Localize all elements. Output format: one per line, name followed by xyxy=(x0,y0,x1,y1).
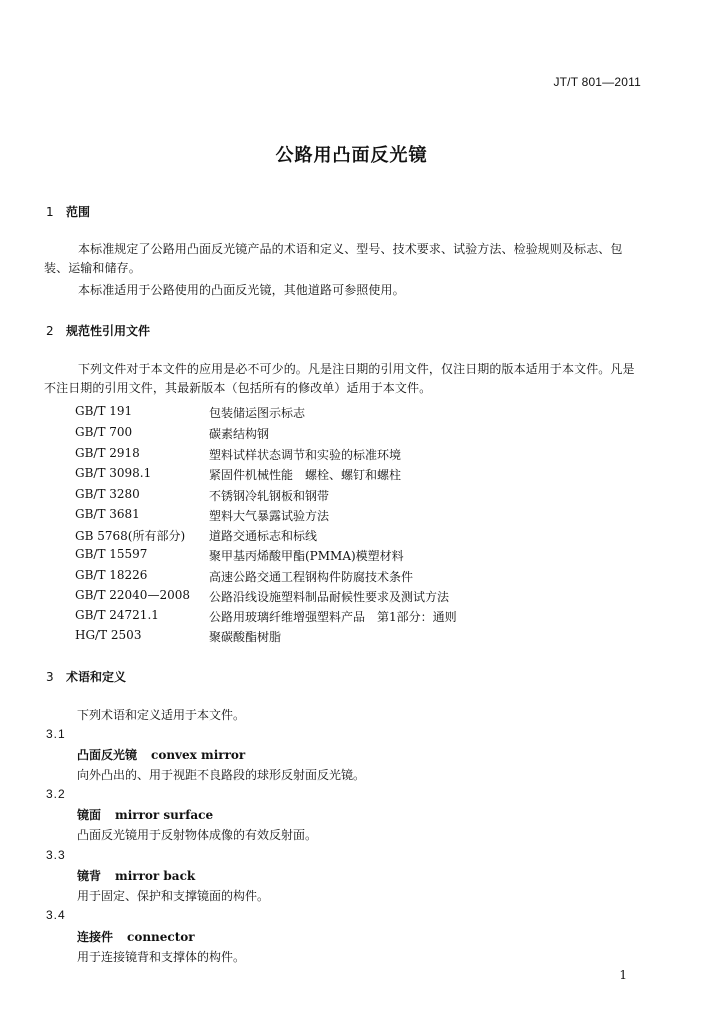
reference-title: 不锈钢冷轧钢板和钢带 xyxy=(209,489,330,503)
reference-code: GB/T 3098.1 xyxy=(75,466,152,480)
term-zh: 凸面反光镜 xyxy=(77,748,138,762)
reference-title: 碳素结构钢 xyxy=(209,427,270,441)
section-title: 术语和定义 xyxy=(66,670,127,684)
term-zh: 连接件 xyxy=(77,930,114,944)
clause-number: 3.3 xyxy=(46,848,66,862)
reference-title: 公路沿线设施塑料制品耐候性要求及测试方法 xyxy=(209,590,450,604)
clause-number: 3.1 xyxy=(46,727,66,741)
clause-number: 3.4 xyxy=(46,908,66,922)
term-definition: 向外凸出的、用于视距不良路段的球形反射面反光镜。 xyxy=(77,768,366,782)
reference-code: GB/T 2918 xyxy=(75,446,140,460)
scope-paragraph-2: 本标准适用于公路使用的凸面反光镜，其他道路可参照使用。 xyxy=(78,283,405,297)
reference-code: GB/T 22040—2008 xyxy=(75,588,190,602)
reference-code: GB/T 24721.1 xyxy=(75,608,159,622)
reference-title: 公路用玻璃纤维增强塑料产品 第1部分：通则 xyxy=(209,610,457,624)
reference-title: 塑料大气暴露试验方法 xyxy=(209,509,330,523)
term-en: mirror surface xyxy=(115,808,214,822)
reference-code: GB/T 3681 xyxy=(75,507,140,521)
section-heading-terms xyxy=(46,668,126,685)
term-en: convex mirror xyxy=(151,748,246,762)
section-title: 范围 xyxy=(66,205,91,219)
reference-title: 紧固件机械性能 螺栓、螺钉和螺柱 xyxy=(209,468,402,482)
term-zh: 镜面 xyxy=(77,808,102,822)
clause-number: 3.2 xyxy=(46,787,66,801)
reference-title: 聚甲基丙烯酸甲酯(PMMA)模塑材料 xyxy=(209,549,404,563)
section-number: 1 xyxy=(46,205,54,219)
term-zh: 镜背 xyxy=(77,869,102,883)
page-number: 1 xyxy=(619,968,627,982)
section-number: 3 xyxy=(46,670,54,684)
references-intro: 下列文件对于本文件的应用是必不可少的。凡是注日期的引用文件，仅注日期的版本适用于本文件。凡是不注日期的引用文件，其最新版本（包括所有的修改单）适用于本文件。 xyxy=(44,362,635,395)
term-definition: 用于固定、保护和支撑镜面的构件。 xyxy=(77,889,270,903)
reference-title: 聚碳酸酯树脂 xyxy=(209,630,282,644)
standard-code: JT/T 801—2011 xyxy=(553,75,641,89)
reference-code: GB/T 18226 xyxy=(75,568,148,582)
reference-code: GB/T 700 xyxy=(75,425,133,439)
reference-title: 道路交通标志和标线 xyxy=(209,529,318,543)
reference-title: 高速公路交通工程钢构件防腐技术条件 xyxy=(209,570,414,584)
reference-code: GB/T 3280 xyxy=(75,487,140,501)
term-definition: 凸面反光镜用于反射物体成像的有效反射面。 xyxy=(77,828,318,842)
term-en: mirror back xyxy=(115,869,196,883)
reference-code: HG/T 2503 xyxy=(75,628,142,642)
term-name xyxy=(77,746,245,763)
section-number: 2 xyxy=(46,324,54,338)
section-heading-references xyxy=(46,322,150,339)
reference-title: 包装储运图示标志 xyxy=(209,406,306,420)
section-title: 规范性引用文件 xyxy=(66,324,151,338)
term-name xyxy=(77,867,195,884)
term-name xyxy=(77,806,213,823)
section-heading-scope xyxy=(46,203,90,220)
terms-intro: 下列术语和定义适用于本文件。 xyxy=(77,708,246,722)
reference-code: GB/T 15597 xyxy=(75,547,148,561)
term-definition: 用于连接镜背和支撑体的构件。 xyxy=(77,950,246,964)
term-en: connector xyxy=(127,930,195,944)
document-title: 公路用凸面反光镜 xyxy=(275,145,428,166)
reference-code: GB/T 191 xyxy=(75,404,133,418)
term-name xyxy=(77,928,195,945)
scope-paragraph-1: 本标准规定了公路用凸面反光镜产品的术语和定义、型号、技术要求、试验方法、检验规则及标志、包装、运输和储存。 xyxy=(44,242,623,275)
reference-title: 塑料试样状态调节和实验的标准环境 xyxy=(209,448,402,462)
reference-code: GB 5768(所有部分) xyxy=(75,529,186,543)
